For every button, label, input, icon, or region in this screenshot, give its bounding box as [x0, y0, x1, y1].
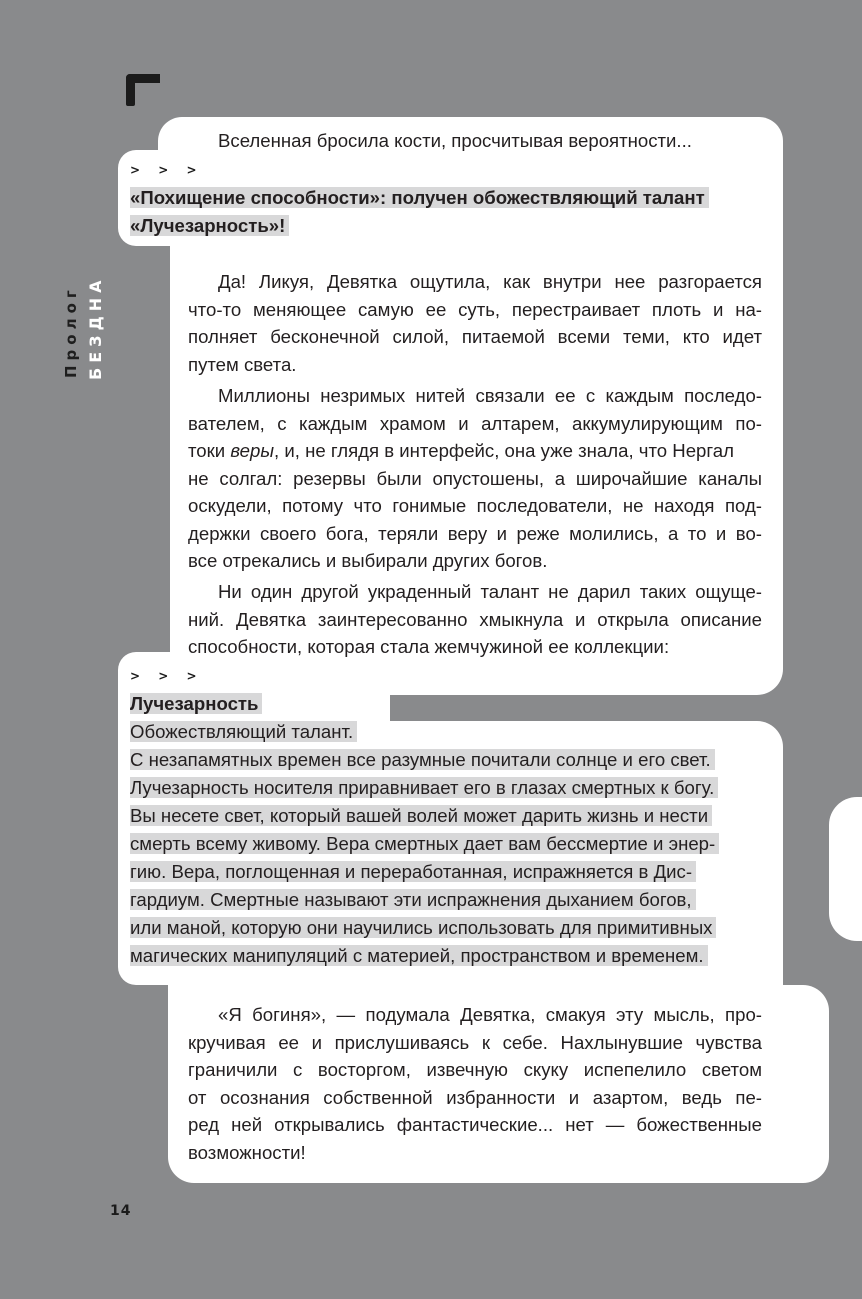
text-line: вателем, с каждым храмом и алтарем, аккумулирующим по- — [188, 412, 762, 434]
system-message-line: или маной, которую они научились использовать для примитивных — [130, 917, 716, 938]
system-message-line: гардиум. Смертные называют эти испражнения дыханием богов, — [130, 889, 696, 910]
page-number: 14 — [110, 1203, 132, 1219]
corner-mark — [126, 74, 160, 106]
system-message-line: Обожествляющий талант. — [130, 721, 357, 742]
text-line: все отрекались и выбирали других богов. — [188, 550, 548, 571]
text-line: ред ней открывались фантастические... нет — божественные — [188, 1114, 762, 1135]
text-line: токи веры, и, не глядя в интерфейс, она уже знала, что Нергал — [188, 440, 734, 461]
chapter-label: Пролог — [62, 285, 80, 378]
text-line: Миллионы незримых нитей связали ее с каждым последо- — [218, 385, 762, 406]
text-line: возможности! — [188, 1141, 306, 1163]
system-message-line: Вы несете свет, который вашей волей может дарить жизнь и нести — [130, 805, 712, 826]
emphasis-word: веры — [230, 440, 275, 461]
text-line: Ни один другой украденный талант не дарил таких ощуще- — [218, 581, 762, 602]
system-arrows-1: > > > — [130, 163, 204, 177]
intro-line: Вселенная бросила кости, просчитывая вероятности... — [218, 130, 692, 151]
text-line: путем света. — [188, 353, 297, 375]
system-message-line: «Лучезарность»! — [130, 215, 289, 236]
system-message-line: смерть всему живому. Вера смертных дает вам бессмертие и энер- — [130, 833, 719, 854]
text-line: ний. Девятка заинтересованно хмыкнула и открыла описание — [188, 608, 762, 630]
text-line: что-то меняющее самую ее суть, перестраивает плоть и на- — [188, 298, 762, 320]
part-label: БЕЗДНА — [86, 275, 105, 380]
system-message-line: Лучезарность носителя приравнивает его в глазах смертных к богу. — [130, 777, 718, 798]
text-line: граничили с восторгом, извечную скуку испепелило светом — [188, 1059, 762, 1080]
system-message-line: С незапамятных времен все разумные почитали солнце и его свет. — [130, 749, 715, 770]
text-line: Да! Ликуя, Девятка ощутила, как внутри нее разгорается — [218, 271, 762, 292]
system-message-line: «Похищение способности»: получен обожествляющий талант — [130, 187, 709, 208]
system-message-line: магических манипуляций с материей, пространством и временем. — [130, 945, 708, 966]
text-line: способности, которая стала жемчужиной ее коллекции: — [188, 636, 670, 657]
text-line: не солгал: резервы были опустошены, а широчайшие каналы — [188, 467, 762, 489]
text-line: кручивая ее и прислушиваясь к себе. Нахлынувшие чувства — [188, 1031, 762, 1053]
text-line: оскудели, потому что гонимые последователи, не находя под- — [188, 495, 762, 516]
text-line: полняет бесконечной силой, питаемой всеми теми, кто идет — [188, 326, 762, 347]
running-header — [62, 250, 112, 390]
text-line: держки своего бога, теряли веру и реже молились, а то и во- — [188, 522, 762, 544]
ability-title: Лучезарность — [130, 693, 262, 714]
system-arrows-2: > > > — [130, 669, 204, 683]
text-line: «Я богиня», — подумала Девятка, смакуя эту мысль, про- — [218, 1004, 762, 1025]
system-message-line: гию. Вера, поглощенная и переработанная, испражняется в Дис- — [130, 861, 696, 882]
text-line: от осознания собственной избранности и азартом, ведь пе- — [188, 1086, 762, 1108]
side-tab — [829, 797, 862, 941]
